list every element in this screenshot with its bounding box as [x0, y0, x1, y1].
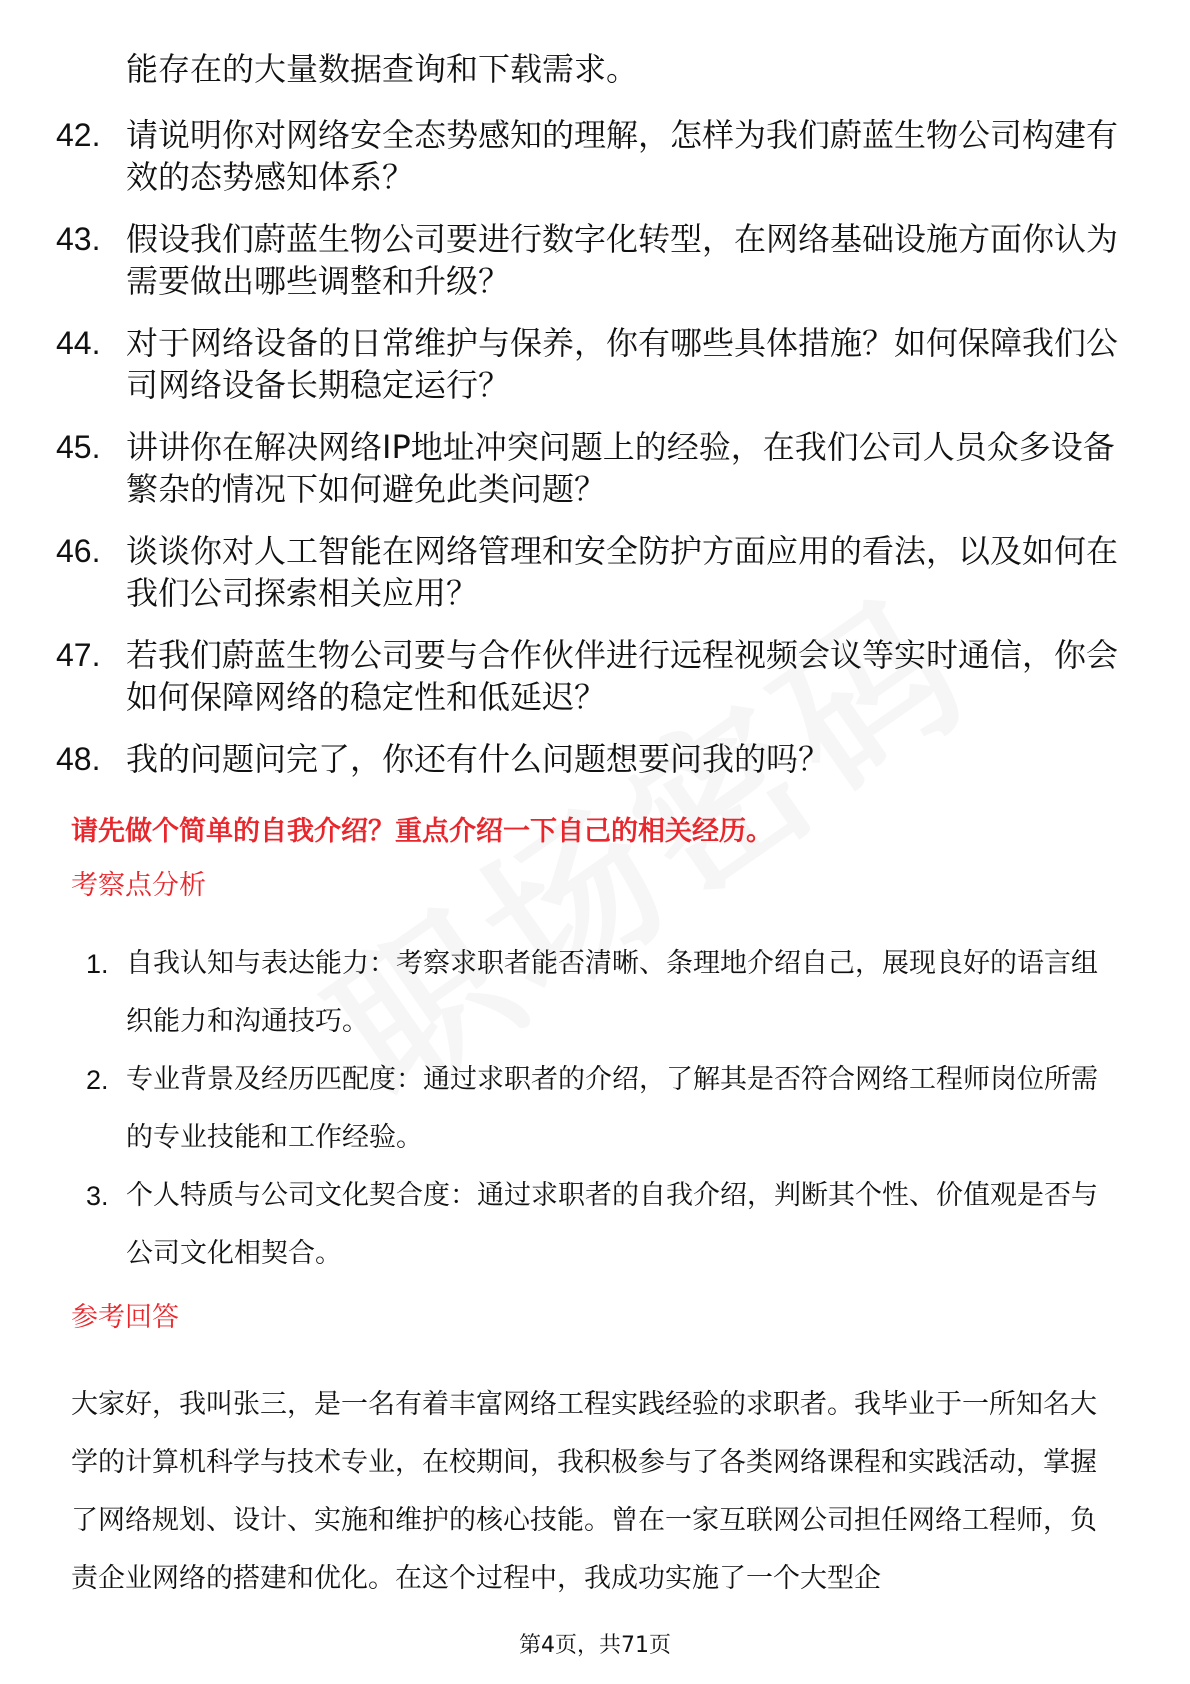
question-text: 若我们蔚蓝生物公司要与合作伙伴进行远程视频会议等实时通信，你会如何保障网络的稳定性和低延迟？ — [126, 636, 1119, 716]
question-number: 46. — [56, 533, 101, 569]
page-footer: 第4页，共71页 — [519, 1633, 671, 1658]
question-text: 讲讲你在解决网络IP地址冲突问题上的经验，在我们公司人员众多设备繁杂的情况下如何避免此类问题？ — [126, 428, 1115, 508]
question-number: 42. — [56, 117, 101, 153]
point-text: 自我认知与表达能力：考察求职者能否清晰、条理地介绍自己，展现良好的语言组织能力和沟通技巧。 — [126, 948, 1098, 1037]
question-number: 47. — [56, 637, 101, 673]
question-text: 谈谈你对人工智能在网络管理和安全防护方面应用的看法，以及如何在我们公司探索相关应用？ — [126, 532, 1119, 612]
question-text: 我的问题问完了，你还有什么问题想要问我的吗？ — [126, 740, 831, 778]
answer-paragraph: 大家好，我叫张三，是一名有着丰富网络工程实践经验的求职者。我毕业于一所知名大学的计算机科学与技术专业，在校期间，我积极参与了各类网络课程和实践活动，掌握了网络规划、设计、实施和维护的核心技能。曾在一家互联网公司担任网络工程师，负责企业网络的搭建和优化。在这个过程中，我成功实施了一个大型企 — [71, 1389, 1097, 1594]
question-number: 43. — [56, 221, 101, 257]
list-item — [56, 322, 1136, 406]
question-text: 假设我们蔚蓝生物公司要进行数字化转型，在网络基础设施方面你认为需要做出哪些调整和升级？ — [126, 220, 1119, 300]
point-number: 2. — [86, 1065, 109, 1095]
analysis-points — [86, 935, 1116, 1283]
list-item — [86, 1051, 1116, 1167]
list-item — [56, 218, 1136, 302]
list-item — [86, 935, 1116, 1051]
list-item — [86, 1167, 1116, 1283]
question-list — [56, 44, 1136, 780]
point-text: 个人特质与公司文化契合度：通过求职者的自我介绍，判断其个性、价值观是否与公司文化相契合。 — [126, 1180, 1098, 1269]
question-number: 44. — [56, 325, 101, 361]
list-item — [56, 634, 1136, 718]
question-text: 对于网络设备的日常维护与保养，你有哪些具体措施？如何保障我们公司网络设备长期稳定运行？ — [126, 324, 1119, 404]
question-continuation: 能存在的大量数据查询和下载需求。 — [126, 50, 639, 88]
point-text: 专业背景及经历匹配度：通过求职者的介绍，了解其是否符合网络工程师岗位所需的专业技能和工作经验。 — [126, 1064, 1098, 1153]
point-number: 3. — [86, 1181, 109, 1211]
list-item — [56, 738, 1136, 780]
list-item — [56, 426, 1136, 510]
analysis-heading: 考察点分析 — [71, 870, 206, 901]
question-number: 48. — [56, 741, 101, 777]
question-text: 请说明你对网络安全态势感知的理解，怎样为我们蔚蓝生物公司构建有效的态势感知体系？ — [126, 116, 1119, 196]
question-title: 请先做个简单的自我介绍？重点介绍一下自己的相关经历。 — [71, 816, 773, 847]
answer-heading: 参考回答 — [71, 1302, 179, 1333]
question-number: 45. — [56, 429, 101, 465]
list-item — [56, 114, 1136, 198]
point-number: 1. — [86, 949, 109, 979]
list-item — [56, 530, 1136, 614]
